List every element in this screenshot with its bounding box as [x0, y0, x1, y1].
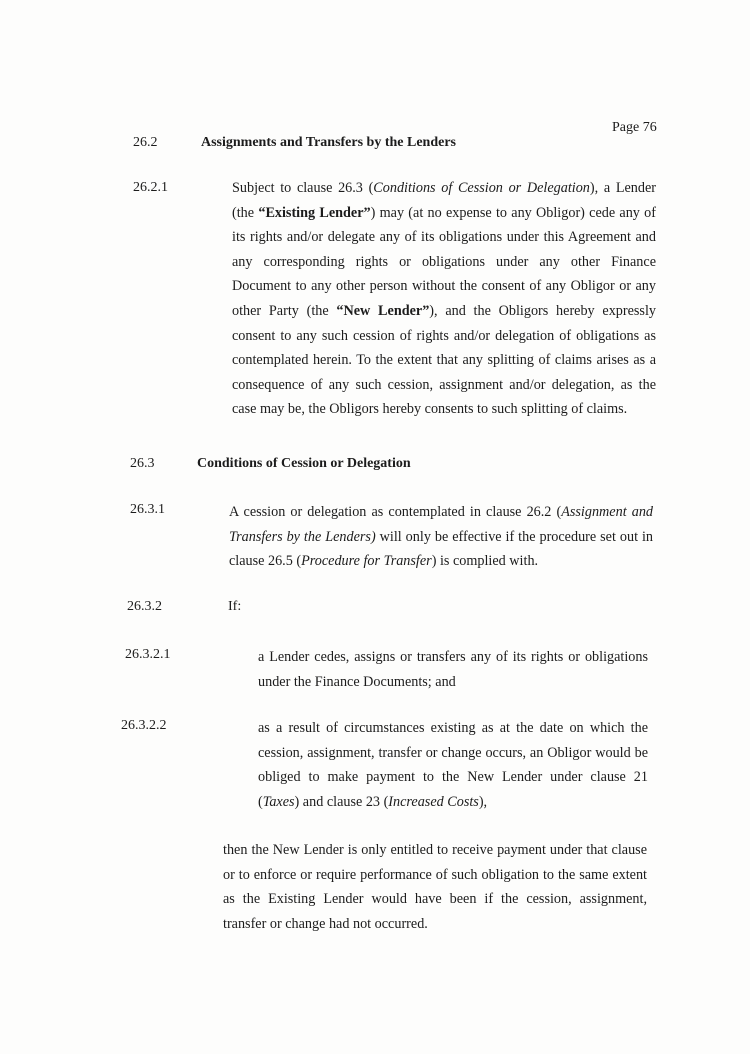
clause-number-26-2: 26.2: [133, 135, 158, 150]
clause-body-26-3-2-1: a Lender cedes, assigns or transfers any of its rights or obligations under the Finance Documents; and: [258, 649, 648, 690]
closing-paragraph: then the New Lender is only entitled to receive payment under that clause or to enforce or require performance of such obligation to the same extent as the Existing Lender would have been if the cession, assignment, transfer or change had not occurred.: [223, 842, 647, 932]
clause-number-26-3-2-2: 26.3.2.2: [121, 718, 167, 733]
clause-number-26-3-1: 26.3.1: [130, 502, 165, 517]
clause-body-26-3-1: A cession or delegation as contemplated in clause 26.2 (Assignment and Transfers by the Lenders) will only be effective if the procedure set out in clause 26.5 (Procedure for Transfer) is complied with.: [229, 504, 654, 570]
clause-body-26-3-2: If:: [228, 599, 242, 614]
clause-body-26-2-1: Subject to clause 26.3 (Conditions of Cession or Delegation), a Lender (the “Existing Lender”) may (at no expense to any Obligor) cede any of its rights and/or delegate any of its obligations under this Agreement and any corresponding rights or obligations under any other Finance Document to any other person without the consent of any Obligor or any other Party (the “New Lender”), and the Obligors hereby expressly consent to any such cession of rights and/or delegation of obligations as contemplated herein. To the extent that any splitting of claims arises as a consequence of any such cession, assignment and/or delegation, as the case may be, the Obligors hereby consents to such splitting of claims.: [232, 180, 656, 418]
clause-number-26-3: 26.3: [130, 456, 155, 471]
clause-number-26-2-1: 26.2.1: [133, 180, 168, 195]
clause-body-26-3-2-2: as a result of circumstances existing as at the date on which the cession, assignment, transfer or change occurs, an Obligor would be obliged to make payment to the New Lender under clause 21 (Taxes) and clause 23 (Increased Costs),: [258, 720, 648, 810]
clause-number-26-3-2-1: 26.3.2.1: [125, 647, 171, 662]
clause-heading-26-3: Conditions of Cession or Delegation: [197, 456, 411, 471]
page-number: Page 76: [612, 120, 657, 135]
clause-heading-26-2: Assignments and Transfers by the Lenders: [201, 135, 457, 150]
clause-number-26-3-2: 26.3.2: [127, 599, 162, 614]
